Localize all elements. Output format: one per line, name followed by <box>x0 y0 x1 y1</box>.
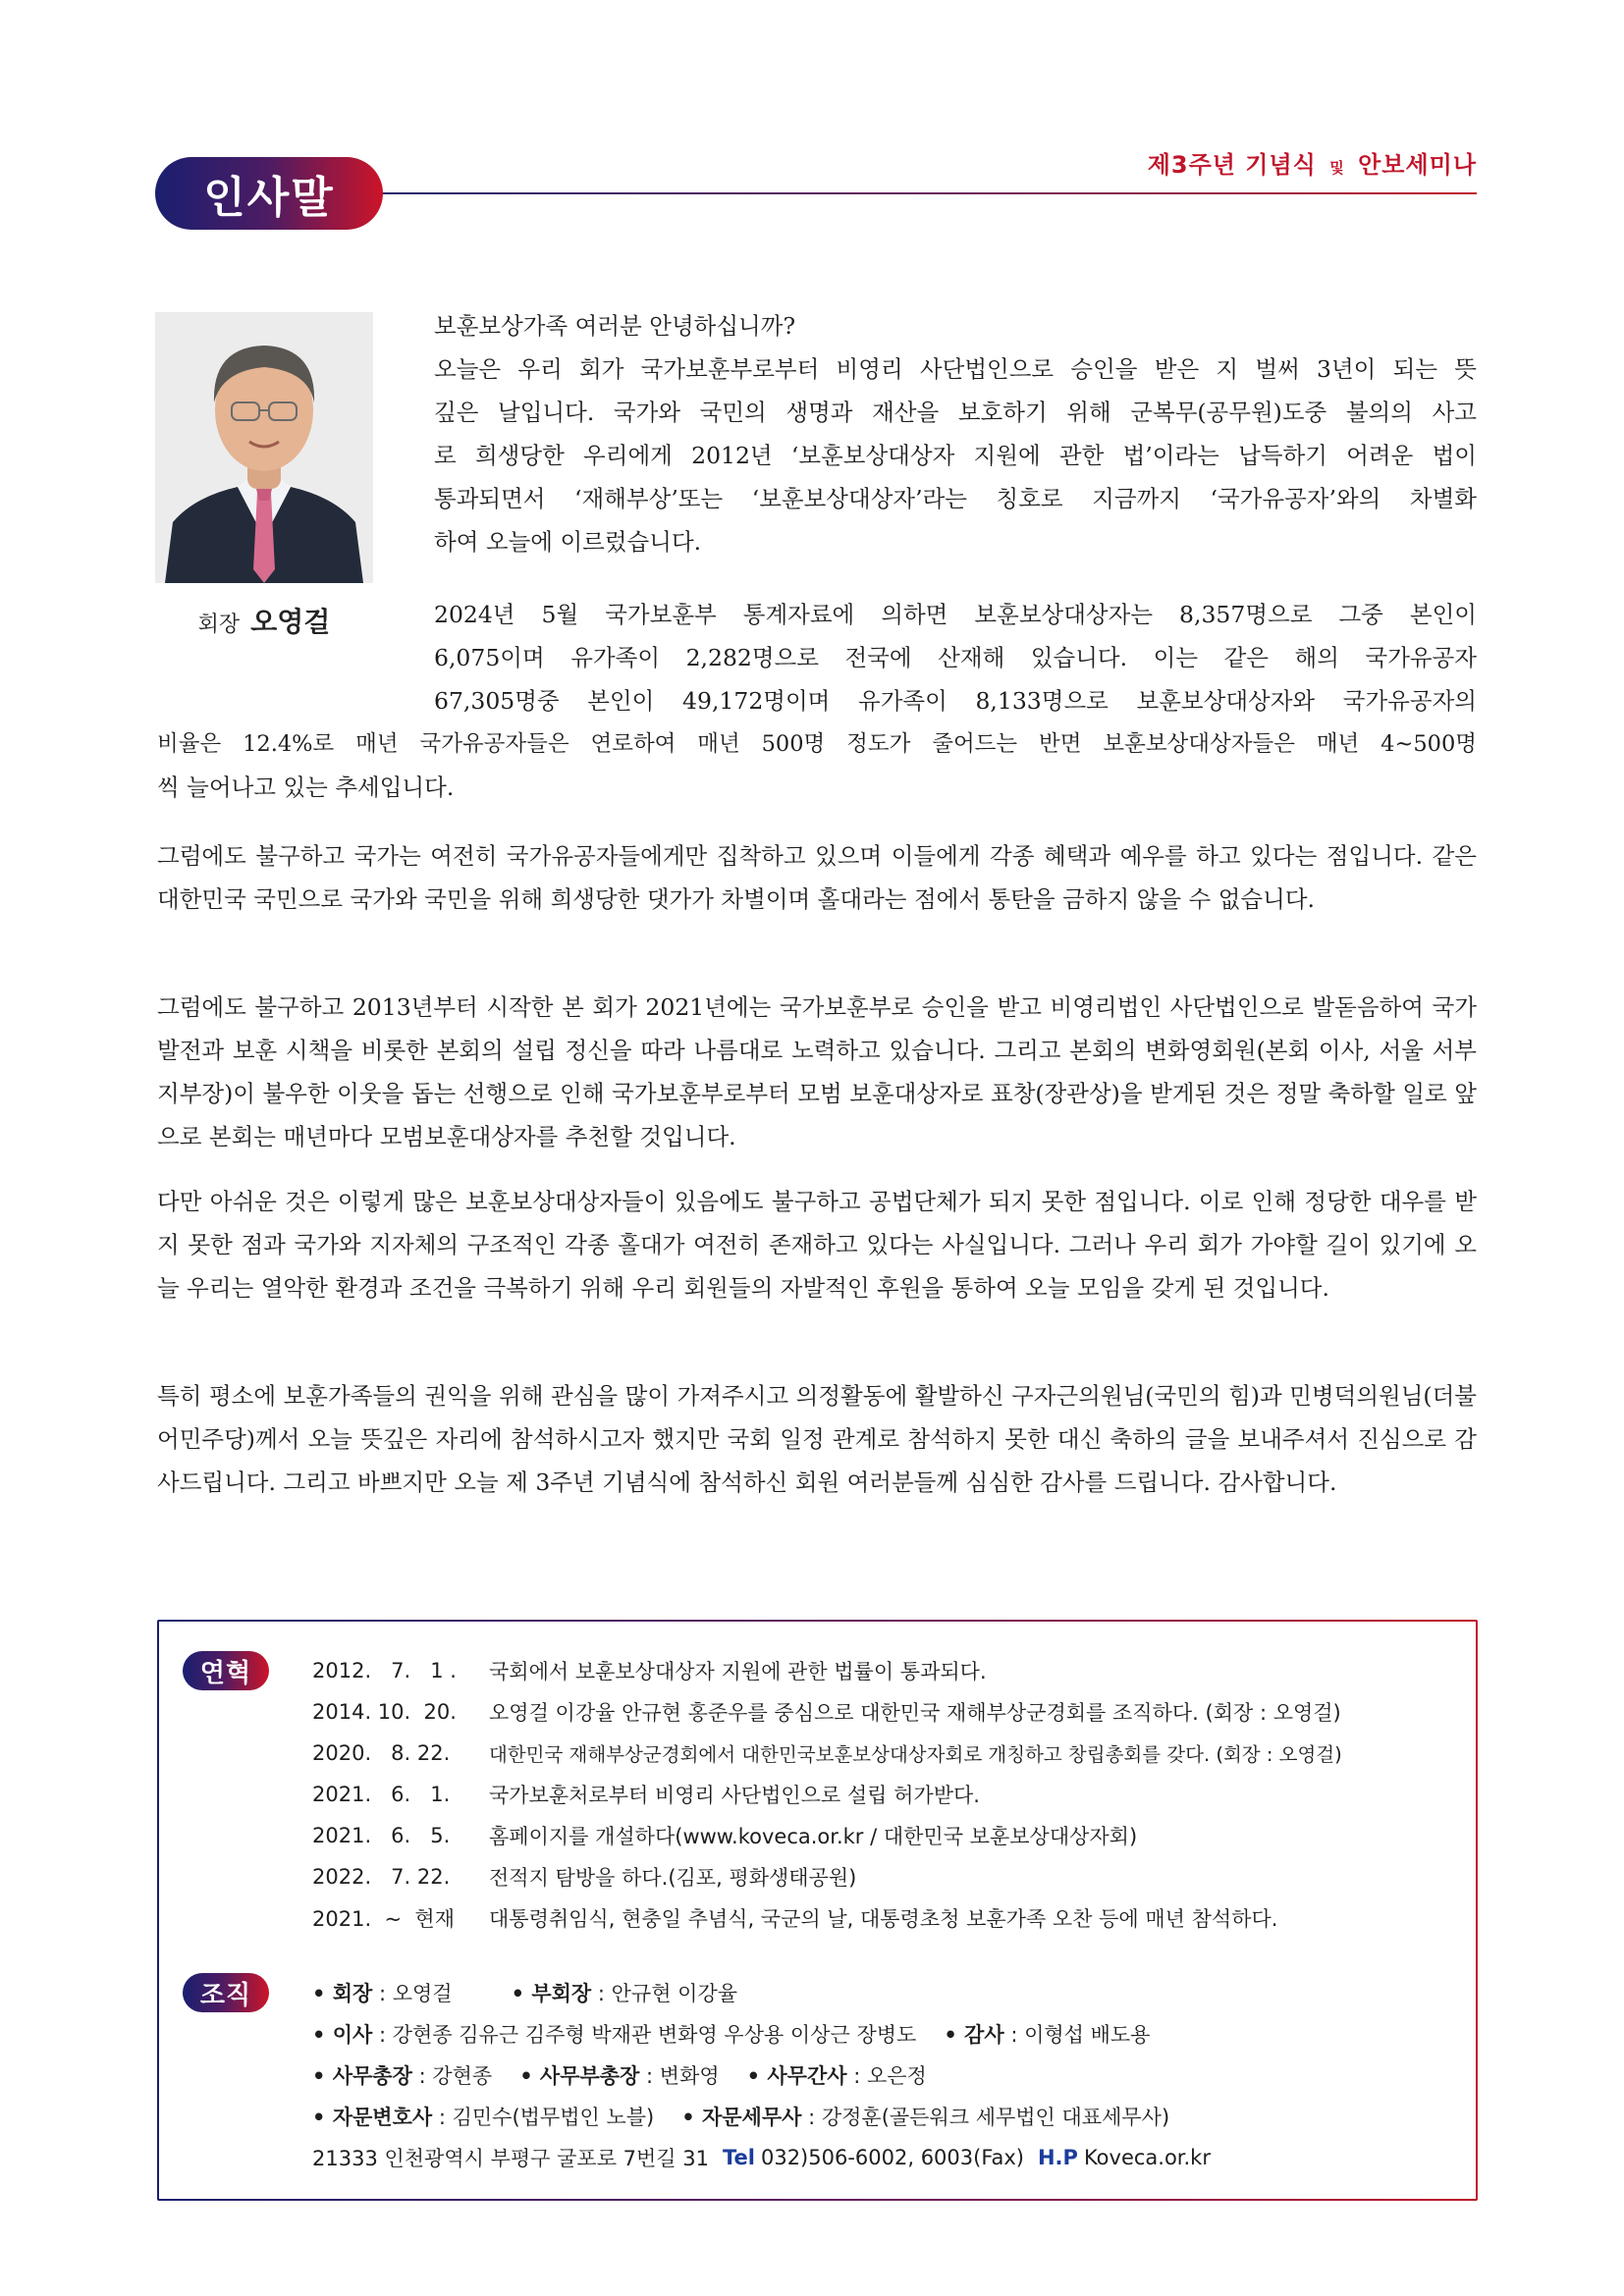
org-row-officers <box>312 1972 765 2013</box>
history-badge <box>183 1651 269 1690</box>
org-vice-president: • 부회장 : 안규현 이강율 <box>511 1982 738 2005</box>
org-president: • 회장 : 오영걸 <box>312 1982 453 2005</box>
org-legal-advisor: • 자문변호사 : 김민수(법무법인 노블) <box>312 2106 655 2129</box>
history-date: 2021. 6. 1. <box>312 1783 451 1806</box>
org-auditors: • 감사 : 이형섭 배도용 <box>944 2023 1151 2047</box>
portrait-caption <box>155 601 373 640</box>
org-deputy-secretary: • 사무부총장 : 변화영 <box>519 2064 720 2088</box>
history-text: 국회에서 보훈보상대상자 지원에 관한 법률이 통과되다. <box>489 1660 987 1683</box>
homepage-link[interactable]: Koveca.or.kr <box>1083 2146 1211 2169</box>
paragraph-3: 그럼에도 불구하고 국가는 여전히 국가유공자들에게만 집착하고 있으며 이들에게 각종 혜택과 예우를 하고 있다는 점입니다. 같은 대한민국 국민으로 국가와 국민을 위해 희생당한 댓가가 차별이며 홀대라는 점에서 통탄을 금하지 않을 수 없습니다. <box>157 842 1477 913</box>
paragraph-5: 다만 아쉬운 것은 이렇게 많은 보훈보상대상자들이 있음에도 불구하고 공법단체가 되지 못한 점입니다. 이로 인해 정당한 대우를 받지 못한 점과 국가와 지자체의 구조적인 각종 홀대가 여전히 존재하고 있다는 사실입니다. 그러나 우리 회가 가야할 길이 있기에 오늘 우리는 열악한 환경과 조건을 극복하기 위해 우리 회원들의 자발적인 후원을 통하여 오늘 모임을 갖게 된 것입니다. <box>157 1188 1477 1302</box>
organization-badge <box>183 1973 269 2012</box>
history-date: 2020. 8. 22. <box>312 1741 451 1765</box>
portrait-image <box>155 312 373 583</box>
org-row-secretariat <box>312 2055 954 2096</box>
history-text: 대한민국 재해부상군경회에서 대한민국보훈보상대상자회로 개칭하고 창립총회를 갖다. (회장 : 오영걸) <box>489 1743 1342 1766</box>
tel-value: 032)506-6002, 6003(Fax) <box>760 2146 1024 2169</box>
p2-line-3: 67,305명중 본인이 49,172명이며 유가족이 8,133명으로 보훈보상대상자와 국가유공자의 <box>434 687 1477 715</box>
event-title-and: 및 <box>1329 159 1345 177</box>
org-clerk: • 사무간사 : 오은정 <box>746 2064 927 2088</box>
org-tax-advisor: • 자문세무사 : 강정훈(골든워크 세무법인 대표세무사) <box>681 2106 1170 2129</box>
p2-line-1: 2024년 5월 국가보훈부 통계자료에 의하면 보훈보상대상자는 8,357명으로 그중 본인이 <box>434 601 1477 628</box>
history-item <box>312 1815 1137 1856</box>
history-item <box>312 1856 856 1897</box>
event-title-a: 제3주년 기념식 <box>1147 151 1317 179</box>
org-address: 21333 인천광역시 부평구 굴포로 7번길 31 <box>312 2147 709 2170</box>
history-date: 2014. 10. 20. <box>312 1700 457 1724</box>
section-title-badge <box>155 157 383 230</box>
organization-label: 조직 <box>199 1980 252 2010</box>
p1-line-2: 오늘은 우리 회가 국가보훈부로부터 비영리 사단법인으로 승인을 받은 지 벌써 3년이 되는 뜻 <box>434 355 1477 383</box>
event-title-b: 안보세미나 <box>1358 151 1477 179</box>
history-date: 2022. 7. 22. <box>312 1865 451 1889</box>
org-row-contact <box>312 2137 1211 2178</box>
paragraph-6: 특히 평소에 보훈가족들의 권익을 위해 관심을 많이 가져주시고 의정활동에 활발하신 구자근의원님(국민의 힘)과 민병덕의원님(더불어민주당)께서 오늘 뜻깊은 자리에 참석하시고자 했지만 국회 일정 관계로 참석하지 못한 대신 축하의 글을 보내주셔서 진심으로 감사드립니다. 그리고 바쁘지만 오늘 제 3주년 기념식에 참석하신 회원 여러분들께 심심한 감사를 드립니다. 감사합니다. <box>157 1382 1477 1496</box>
history-text: 대통령취임식, 현충일 추념식, 국군의 날, 대통령초청 보훈가족 오찬 등에 매년 참석하다. <box>489 1907 1278 1931</box>
history-text: 전적지 탐방을 하다.(김포, 평화생태공원) <box>489 1866 857 1890</box>
header-divider <box>295 192 1477 194</box>
org-row-advisors <box>312 2096 1197 2137</box>
org-directors: • 이사 : 강현종 김유근 김주형 박재관 변화영 우상용 이상근 장병도 <box>312 2023 917 2047</box>
p2-line-4: 비율은 12.4%로 매년 국가유공자들은 연로하여 매년 500명 정도가 줄어드는 반면 보훈보상대상자들은 매년 4~500명 <box>157 731 1477 757</box>
org-secretary-general: • 사무총장 : 강현종 <box>312 2064 493 2088</box>
section-title: 인사말 <box>203 173 335 223</box>
president-portrait <box>155 312 373 583</box>
org-row-directors <box>312 2013 1177 2055</box>
history-item <box>312 1650 987 1691</box>
homepage-label: H.P <box>1037 2146 1078 2169</box>
tel-label: Tel <box>722 2146 755 2169</box>
history-text: 홈페이지를 개설하다(www.koveca.or.kr / 대한민국 보훈보상대상자회) <box>489 1825 1138 1848</box>
history-item <box>312 1733 1342 1774</box>
p1-line-5: 통과되면서 ‘재해부상’또는 ‘보훈보상대상자’라는 칭호로 지금까지 ‘국가유공자’와의 차별화 <box>434 485 1477 512</box>
history-item <box>312 1691 1341 1733</box>
p1-line-4: 로 희생당한 우리에게 2012년 ‘보훈보상대상자 지원에 관한 법’이라는 납득하기 어려운 법이 <box>434 442 1477 469</box>
history-date: 2021. 6. 5. <box>312 1824 451 1847</box>
president-name: 오영걸 <box>250 606 331 638</box>
p1-line-6: 하여 오늘에 이르렀습니다. <box>434 528 702 556</box>
p2-line-2: 6,075이며 유가족이 2,282명으로 전국에 산재해 있습니다. 이는 같은 해의 국가유공자 <box>434 644 1477 671</box>
p2-line-5: 씩 늘어나고 있는 추세입니다. <box>157 774 455 801</box>
paragraph-4: 그럼에도 불구하고 2013년부터 시작한 본 회가 2021년에는 국가보훈부로 승인을 받고 비영리법인 사단법인으로 발돋음하여 국가발전과 보훈 시책을 비롯한 본회의 설립 정신을 따라 나름대로 노력하고 있습니다. 그리고 본회의 변화영회원(본회 이사, 서울 서부지부장)이 불우한 이웃을 돕는 선행으로 인해 국가보훈부로부터 모범 보훈대상자로 표창(장관상)을 받게된 것은 정말 축하할 일로 앞으로 본회는 매년마다 모범보훈대상자를 추천할 것입니다. <box>157 993 1477 1150</box>
history-text: 국가보훈처로부터 비영리 사단법인으로 설립 허가받다. <box>489 1784 980 1807</box>
greeting-line: 보훈보상가족 여러분 안녕하십니까? <box>434 312 796 340</box>
history-label: 연혁 <box>199 1658 252 1688</box>
history-text: 오영걸 이강율 안규현 홍준우를 중심으로 대한민국 재해부상군경회를 조직하다. (회장 : 오영걸) <box>489 1701 1341 1725</box>
p1-line-3: 깊은 날입니다. 국가와 국민의 생명과 재산을 보호하기 위해 군복무(공무원)도중 불의의 사고 <box>434 399 1477 426</box>
president-title: 회장 <box>197 613 241 637</box>
history-item <box>312 1774 980 1815</box>
history-date: 2012. 7. 1 . <box>312 1659 457 1682</box>
event-title <box>1148 145 1477 180</box>
history-item <box>312 1897 1277 1939</box>
history-date: 2021. ~ 현재 <box>312 1907 455 1931</box>
